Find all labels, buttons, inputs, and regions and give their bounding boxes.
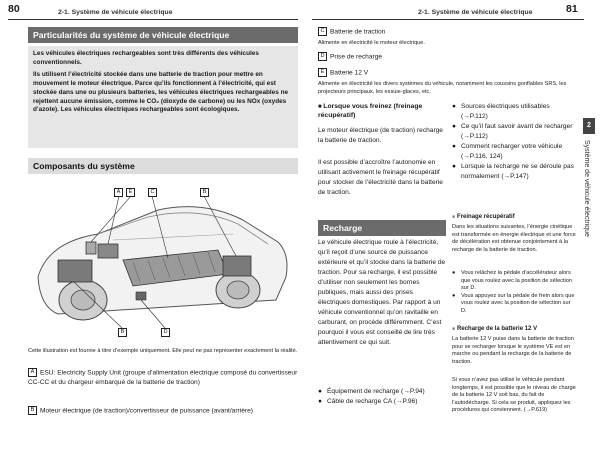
- note-12v-text-2: Si vous n’avez pas utilisé le véhicule pendant longtemps, il est possible que le niveau de charge de la batterie 12 V soit bas, du fait de l’autodécharge. Si cela se produit, appliquez les procédures qui conviennent. (→P.619): [452, 377, 576, 414]
- brake-heading: [318, 102, 446, 120]
- item-a-letter: A: [28, 368, 37, 377]
- recharge-link-4: Lorsque la recharge ne se déroule pas normalement (→P.147): [461, 163, 574, 181]
- left-header-rule: [8, 19, 298, 20]
- equipment-item: [318, 387, 446, 397]
- item-d-title: Prise de recharge: [330, 53, 383, 61]
- note-12v-text: La batterie 12 V puise dans la batterie de traction pour se recharger lorsque le système VE est en marche ou pendant la recharge de la batterie de traction.: [452, 336, 574, 365]
- recharge-link-item: [452, 102, 576, 122]
- bullet-icon: ●: [452, 270, 456, 276]
- chapter-side-label: Système de véhicule électrique: [583, 140, 590, 237]
- bullet-icon: ●: [452, 103, 456, 110]
- recharge-link-2: Ce qu’il faut savoir avant de recharger (→P.112): [461, 123, 573, 141]
- recharge-link-3: Comment recharger votre véhicule (→P.116, 124): [461, 143, 563, 161]
- item-e-title: Batterie 12 V: [330, 69, 369, 77]
- left-header-title: 2-1. Système de véhicule électrique: [58, 9, 173, 16]
- item-d: [318, 52, 580, 62]
- recharge-link-1: Sources électriques utilisables (→P.112): [461, 103, 550, 121]
- item-c-title: Batterie de traction: [330, 28, 386, 36]
- vehicle-cutaway-illustration: [28, 182, 298, 344]
- recharge-links-list: [452, 102, 576, 182]
- left-page-number: 80: [8, 3, 20, 15]
- callout-b-top: B: [200, 188, 209, 197]
- callout-a: A: [114, 188, 123, 197]
- item-c-desc: Alimente en électricité le moteur électrique.: [318, 40, 425, 46]
- intro-paragraph-2: Ils utilisent l’électricité stockée dans une batterie de traction pour mettre en mouvement le moteur électrique. Parce qu’ils fonctionnent à l’électricité, qui est stockée dans une ou plusieurs batteries, les véhicules électriques rechargeables ne rejettent aucune émission, comme le CO₂ (dioxyde de carbone) ou les NOx (oxydes d’azote). Les véhicules électriques rechargeables sont écologiques.: [33, 71, 289, 114]
- equipment-item-1-text: Équipement de recharge (→P.94): [327, 388, 425, 395]
- bullet-icon: ●: [318, 398, 322, 406]
- callout-e: E: [126, 188, 135, 197]
- note-12v-heading: ■ Recharge de la batterie 12 V: [452, 326, 576, 332]
- chapter-tab: 2: [583, 118, 595, 134]
- intro-paragraph-1: Les véhicules électriques rechargeables sont très différents des véhicules conventionnels.: [33, 50, 259, 66]
- recharge-link-item: [452, 122, 576, 142]
- callout-c: C: [148, 188, 157, 197]
- note-regen-heading: ■ Freinage récupératif: [452, 214, 576, 220]
- item-b-text: Moteur électrique (de traction)/convertisseur de puissance (avant/arrière): [40, 407, 253, 415]
- intro-box: [28, 46, 298, 148]
- illustration-caption: Cette illustration est fournie à titre d’exemple uniquement. Elle peut ne pas représenter exactement la réalité.: [28, 348, 298, 354]
- bullet-icon: ●: [452, 143, 456, 151]
- components-title: Composants du système: [28, 158, 298, 174]
- right-page-number: 81: [566, 3, 578, 15]
- item-d-letter: D: [318, 52, 327, 61]
- recharge-title: Recharge: [318, 220, 446, 236]
- note-regen-text: Dans les situations suivantes, l’énergie cinétique est transformée en énergie électrique et une force de décélération est obtenue conjointement à la recharge de la batterie de traction.: [452, 224, 576, 253]
- right-header-rule: [312, 19, 584, 20]
- bullet-icon: ●: [318, 388, 322, 395]
- brake-heading-square-icon: ■: [318, 104, 324, 110]
- note-regen-item: [452, 270, 576, 293]
- note-regen-item-2: Vous appuyez sur la pédale de frein alors que vous roulez avec la position de sélection sur D.: [461, 292, 575, 314]
- callout-d: D: [161, 328, 170, 337]
- recharge-text: Le véhicule électrique roule à l’électricité, qu’il reçoit d’une source de puissance extérieure et qu’il stocke dans la batterie de traction. Pour sa recharge, il est possible d’utiliser non seulement les bornes publiques, mais aussi des prises électriques domestiques. Par rapport à un véhicule conventionnel qu’on ravitaille en carburant, on procède différemment. C’est pourquoi il vous est conseillé de lire très attentivement ce qui suit.: [318, 239, 446, 347]
- section-title: Particularités du système de véhicule électrique: [28, 27, 298, 43]
- note-regen-list: [452, 270, 576, 316]
- equipment-item-2-text: Câble de recharge CA (→P.96): [327, 398, 418, 406]
- bullet-icon: ●: [452, 163, 456, 171]
- bullet-icon: ●: [452, 292, 456, 299]
- brake-text-2: Il est possible d’accroître l’autonomie en utilisant activement le freinage récupératif pour stocker de l’électricité dans la batterie de traction.: [318, 159, 443, 197]
- item-c-letter: C: [318, 27, 327, 36]
- item-e-desc: Alimente en électricité les divers systèmes du véhicule, notamment les coussins gonflables SRS, les projecteurs principaux, les essuie-glaces, etc.: [318, 81, 567, 95]
- item-e: [318, 68, 580, 78]
- equipment-list: [318, 387, 446, 407]
- recharge-link-item: [452, 162, 576, 182]
- bullet-icon: ●: [452, 123, 456, 131]
- note-regen-item-1: Vous relâchez la pédale d’accélérateur alors que vous roulez avec la position de sélection sur D.: [461, 270, 573, 292]
- item-b-letter: B: [28, 406, 37, 415]
- item-e-letter: E: [318, 68, 327, 77]
- right-header-title: 2-1. Système de véhicule électrique: [418, 9, 533, 16]
- brake-heading-text: Lorsque vous freinez (freinage récupératif): [318, 103, 423, 120]
- item-a: [28, 368, 298, 388]
- recharge-link-item: [452, 142, 576, 162]
- note-regen-item: [452, 293, 576, 316]
- item-c: [318, 27, 580, 37]
- equipment-item: [318, 397, 446, 407]
- item-b: [28, 406, 298, 416]
- brake-text: Le moteur électrique (de traction) recharge la batterie de traction.: [318, 127, 443, 145]
- callout-b-bottom: B: [118, 328, 127, 337]
- item-a-text: ESU: Electricity Supply Unit (groupe d’alimentation électrique composé du convertisseur CC-CC et du chargeur embarqué de la batterie de traction): [28, 369, 298, 387]
